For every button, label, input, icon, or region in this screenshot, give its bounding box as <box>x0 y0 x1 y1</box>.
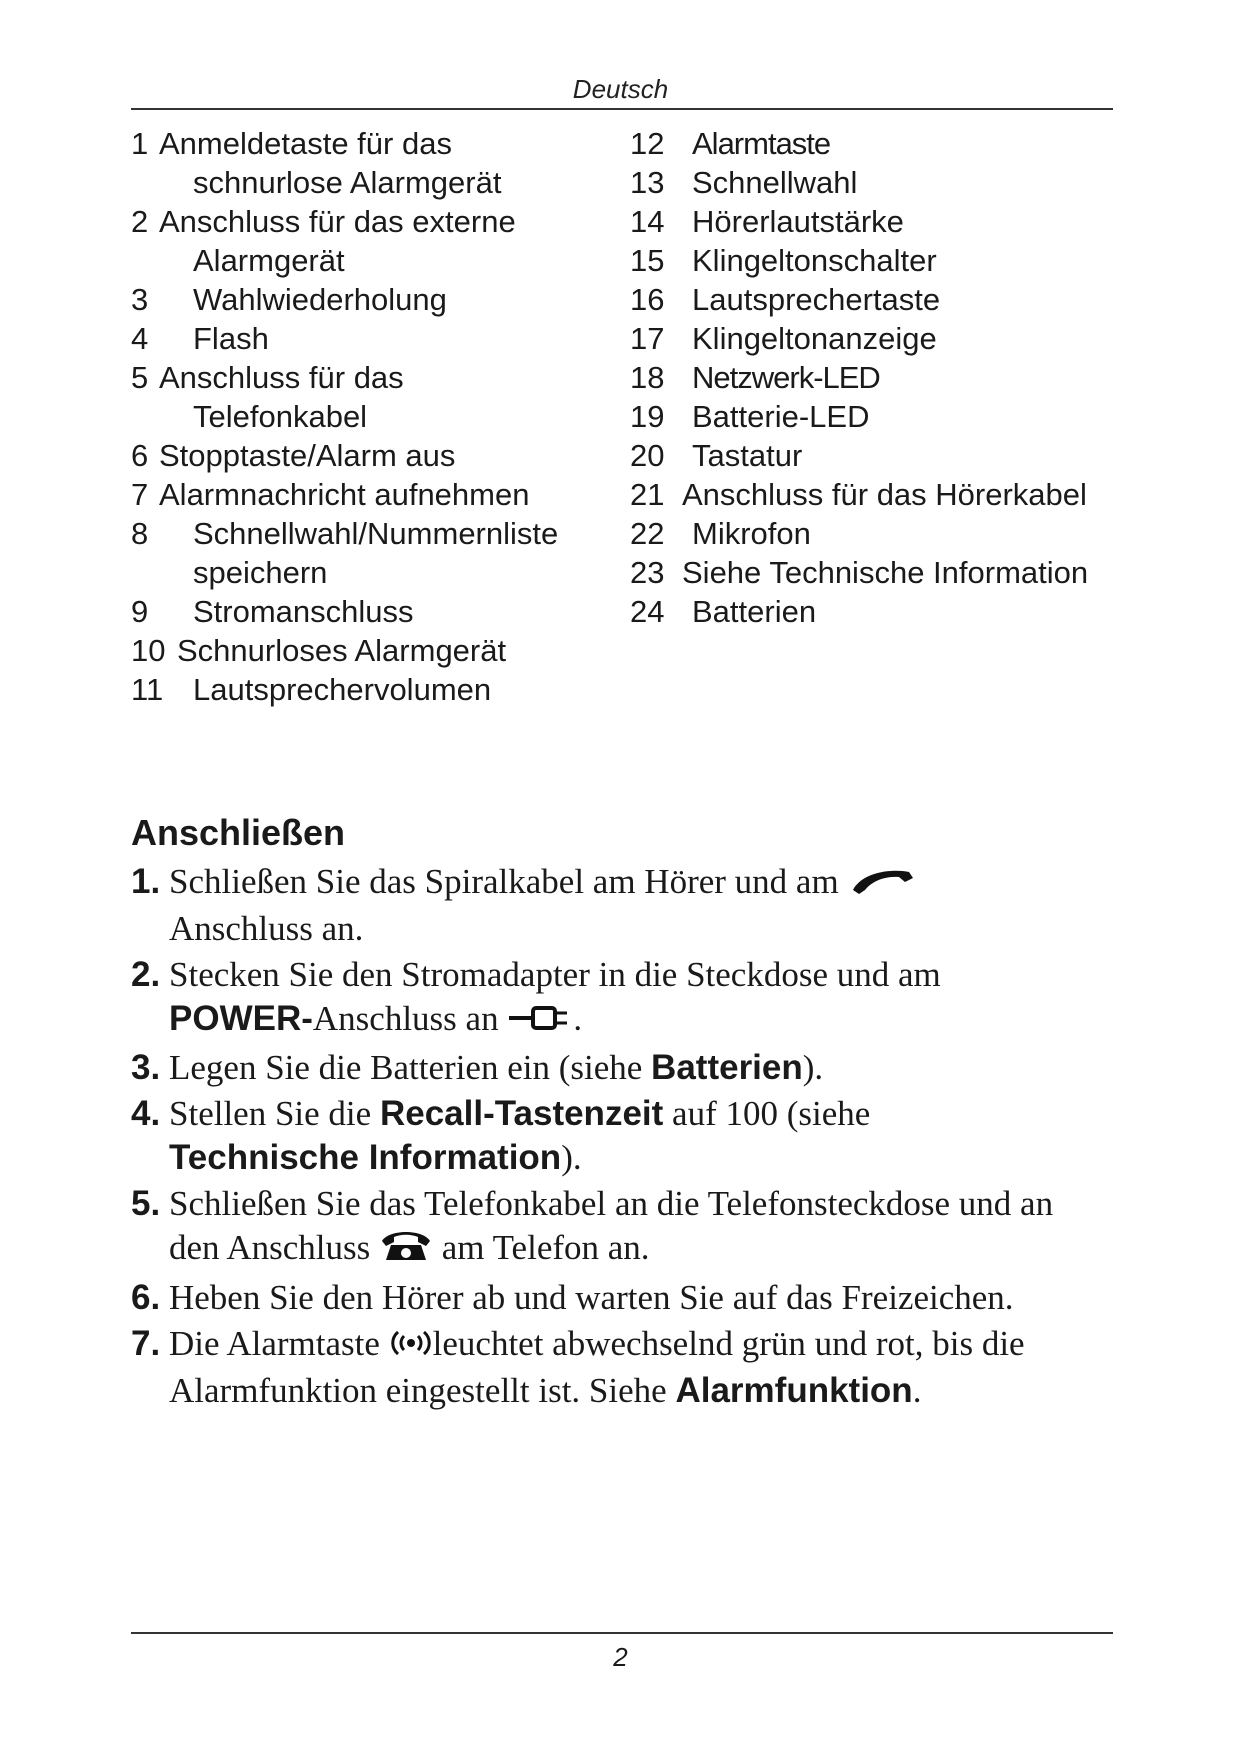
step-text: Die Alarmtaste <box>169 1324 380 1364</box>
alarm-signal-icon <box>389 1325 433 1369</box>
part-label: Wahlwiederholung <box>193 282 447 317</box>
part-number: 14 <box>630 204 665 239</box>
telephone-icon <box>379 1227 433 1274</box>
step-text: auf 100 (siehe <box>663 1093 871 1133</box>
step-4 <box>131 1092 1121 1180</box>
part-label: Anschluss für das <box>159 360 404 395</box>
part-item <box>630 553 1120 592</box>
part-number: 2 <box>131 204 149 239</box>
step-text: am Telefon an. <box>441 1227 650 1267</box>
part-number: 6 <box>131 438 149 473</box>
part-item <box>630 241 1120 280</box>
part-number: 4 <box>131 321 149 356</box>
part-label: Siehe Technische Information <box>682 555 1089 590</box>
part-item <box>131 124 601 202</box>
step-text: Stecken Sie den Stromadapter in die Steckdose und am <box>169 954 941 994</box>
part-label: Batterien <box>692 594 817 629</box>
step-text: . <box>912 1371 922 1411</box>
step-bold-text: Recall-Tastenzeit <box>379 1093 664 1133</box>
part-label-continued: Telefonkabel <box>193 399 368 434</box>
step-number: 4. <box>131 1093 161 1133</box>
power-plug-icon <box>507 1000 573 1044</box>
part-number: 7 <box>131 477 149 512</box>
step-text: Schließen Sie das Telefonkabel an die Telefonsteckdose und an <box>169 1183 1054 1223</box>
part-number: 18 <box>630 360 665 395</box>
part-item <box>630 358 1120 397</box>
part-number: 23 <box>630 555 665 590</box>
part-item <box>630 124 1120 163</box>
footer-rule <box>131 1632 1113 1634</box>
step-number: 2. <box>131 954 161 994</box>
part-number: 24 <box>630 594 665 629</box>
part-label: Flash <box>193 321 269 356</box>
part-number: 22 <box>630 516 665 551</box>
part-item <box>630 319 1120 358</box>
part-number: 21 <box>630 477 665 512</box>
steps-list <box>131 860 1121 1415</box>
step-text: Anschluss an. <box>169 908 364 948</box>
handset-icon <box>847 863 917 907</box>
part-item <box>131 514 601 592</box>
part-item <box>131 436 601 475</box>
step-bold-text: Batterien <box>651 1047 803 1087</box>
step-6 <box>131 1276 1121 1320</box>
part-item <box>131 319 601 358</box>
step-text: . <box>573 998 583 1038</box>
part-number: 15 <box>630 243 665 278</box>
step-1 <box>131 860 1121 951</box>
part-label: Anschluss für das Hörerkabel <box>682 477 1087 512</box>
header-rule <box>131 108 1113 110</box>
step-7 <box>131 1322 1121 1413</box>
step-text: den Anschluss <box>169 1227 371 1267</box>
part-label: Anmeldetaste für das <box>159 126 452 161</box>
part-label: Schnellwahl <box>692 165 858 200</box>
part-label: Schnurloses Alarmgerät <box>177 633 507 668</box>
part-item <box>630 397 1120 436</box>
step-text: Schließen Sie das Spiralkabel am Hörer und am <box>169 862 839 901</box>
part-label: Netzwerk-LED <box>692 360 880 395</box>
step-text: Heben Sie den Hörer ab und warten Sie auf das Freizeichen. <box>169 1278 1014 1318</box>
section-title: Anschließen <box>131 812 346 853</box>
page-number: 2 <box>613 1642 628 1672</box>
step-number: 5. <box>131 1183 161 1223</box>
step-text: Stellen Sie die <box>169 1093 380 1133</box>
part-number: 5 <box>131 360 149 395</box>
part-label: Klingeltonschalter <box>692 243 937 278</box>
step-number: 7. <box>131 1324 161 1364</box>
part-number: 17 <box>630 321 665 356</box>
step-bold-text: Alarmfunktion <box>675 1371 913 1411</box>
part-item <box>131 280 601 319</box>
part-item <box>131 475 601 514</box>
part-label: Lautsprechertaste <box>692 282 941 317</box>
part-item <box>131 631 601 670</box>
step-number: 3. <box>131 1047 161 1087</box>
part-item <box>131 202 601 280</box>
part-number: 16 <box>630 282 665 317</box>
part-number: 1 <box>131 126 149 161</box>
part-label: Batterie-LED <box>692 399 870 434</box>
parts-list-right <box>630 124 1120 631</box>
step-text: Alarmfunktion eingestellt ist. Siehe <box>169 1371 676 1411</box>
step-number: 6. <box>131 1278 161 1318</box>
part-number: 9 <box>131 594 149 629</box>
part-number: 12 <box>630 126 665 161</box>
parts-list-left <box>131 124 601 709</box>
page-header-language: Deutsch <box>572 74 669 104</box>
part-item <box>131 592 601 631</box>
part-item <box>630 280 1120 319</box>
part-item <box>630 514 1120 553</box>
step-bold-text: POWER- <box>169 998 313 1038</box>
step-5 <box>131 1182 1121 1274</box>
part-label: Schnellwahl/Nummernliste <box>193 516 559 551</box>
part-number: 3 <box>131 282 149 317</box>
part-item <box>630 202 1120 241</box>
part-label: Tastatur <box>692 438 803 473</box>
part-number: 13 <box>630 165 665 200</box>
part-number: 8 <box>131 516 149 551</box>
step-2 <box>131 953 1121 1044</box>
step-3 <box>131 1046 1121 1090</box>
part-number: 10 <box>131 633 166 668</box>
part-item <box>131 670 601 709</box>
step-text: ). <box>561 1137 582 1177</box>
part-label-continued: speichern <box>193 555 328 590</box>
step-text: ). <box>802 1047 824 1087</box>
part-number: 11 <box>131 672 164 707</box>
part-label: Lautsprechervolumen <box>193 672 492 707</box>
part-label: Stromanschluss <box>193 594 414 629</box>
part-item <box>630 592 1120 631</box>
step-number: 1. <box>131 862 161 901</box>
part-item <box>630 436 1120 475</box>
part-label: Stopptaste/Alarm aus <box>159 438 456 473</box>
step-bold-text: Technische Information <box>169 1137 562 1177</box>
part-label: Alarmtaste <box>692 126 831 161</box>
part-item <box>630 163 1120 202</box>
step-text: Anschluss an <box>312 998 499 1038</box>
part-label: Anschluss für das externe <box>159 204 516 239</box>
part-label: Alarmnachricht aufnehmen <box>159 477 530 512</box>
part-label-continued: Alarmgerät <box>193 243 345 278</box>
part-number: 20 <box>630 438 665 473</box>
part-item <box>131 358 601 436</box>
part-item <box>630 475 1120 514</box>
part-label-continued: schnurlose Alarmgerät <box>193 165 502 200</box>
step-text: leuchtet abwechselnd grün und rot, bis die <box>432 1324 1025 1364</box>
part-label: Hörerlautstärke <box>692 204 904 239</box>
part-number: 19 <box>630 399 665 434</box>
part-label: Klingeltonanzeige <box>692 321 937 356</box>
step-text: Legen Sie die Batterien ein (siehe <box>169 1047 652 1087</box>
part-label: Mikrofon <box>692 516 811 551</box>
